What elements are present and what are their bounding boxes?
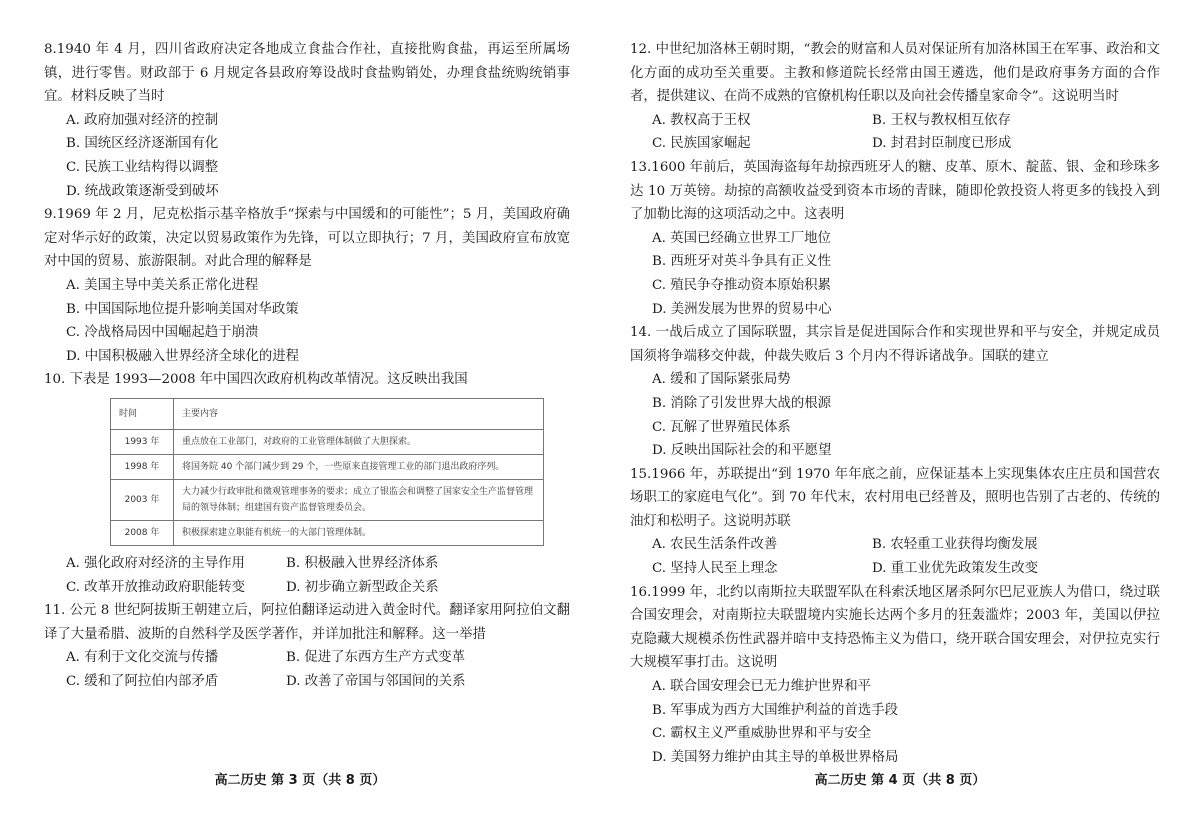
option-a: A. 联合国安理会已无力维护世界和平 — [652, 679, 872, 695]
option-d: D. 初步确立新型政企关系 — [286, 579, 439, 595]
options-row — [44, 670, 570, 694]
question-stem: 15.1966 年，苏联提出“到 1970 年年底之前，应保证基本上实现集体农庄庄员和国营农场职工的家庭电气化”。到 70 年代末，农村用电已经普及，照明也告别了古老的、传统的油灯和松明子。这说明苏联 — [630, 466, 1160, 529]
question-stem: 8.1940 年 4 月，四川省政府决定各地成立食盐合作社，直接批购食盐，再运至所属场镇，进行零售。财政部于 6 月规定各县政府筹设战时食盐购销处，办理食盐统购统销事宜。材料反映了当时 — [44, 42, 570, 105]
option-b: B. 中国国际地位提升影响美国对华政策 — [66, 301, 299, 317]
table-row — [111, 479, 544, 520]
option-c: C. 民族国家崛起 — [652, 136, 751, 152]
option-b: B. 消除了引发世界大战的根源 — [652, 395, 832, 411]
option-b: B. 农轻重工业获得均衡发展 — [872, 537, 1038, 553]
question-13 — [630, 156, 1160, 321]
option-a: A. 政府加强对经济的控制 — [66, 112, 219, 128]
reform-table — [110, 398, 544, 546]
table-header-content: 主要内容 — [174, 398, 544, 429]
option-a: A. 农民生活条件改善 — [652, 537, 778, 553]
page-footer: 高二历史 第 3 页（共 8 页） — [214, 773, 386, 788]
option-c: C. 瓦解了世界殖民体系 — [652, 419, 791, 435]
option-c: C. 霸权主义严重威胁世界和平与安全 — [652, 726, 872, 742]
option-d: D. 统战政策逐渐受到破坏 — [66, 183, 219, 199]
option-b: B. 国统区经济逐渐国有化 — [66, 136, 219, 152]
option-d: D. 重工业优先政策发生改变 — [872, 561, 1039, 577]
page-footer: 高二历史 第 4 页（共 8 页） — [814, 773, 986, 788]
option-c: C. 冷战格局因中国崛起趋于崩溃 — [66, 325, 259, 341]
table-row — [111, 429, 544, 454]
option-b: B. 西班牙对英斗争具有正义性 — [652, 254, 832, 270]
options-row — [630, 132, 1160, 156]
table-cell-content: 积极探索建立职能有机统一的大部门管理体制。 — [174, 520, 544, 545]
question-16 — [630, 581, 1160, 770]
table-cell-content: 大力减少行政审批和微观管理事务的要求；成立了银监会和调整了国家安全生产监督管理局的领导体制；组建国有资产监督管理委员会。 — [174, 479, 544, 520]
table-cell-content: 将国务院 40 个部门减少到 29 个，一些原来直接管理工业的部门退出政府序列。 — [174, 454, 544, 479]
question-11 — [44, 599, 570, 693]
option-d: D. 改善了帝国与邻国间的关系 — [286, 673, 466, 689]
options-row — [630, 109, 1160, 133]
table-header-time: 时间 — [111, 398, 174, 429]
question-12 — [630, 38, 1160, 156]
option-a: A. 英国已经确立世界工厂地位 — [652, 230, 831, 246]
question-stem: 11. 公元 8 世纪阿拔斯王朝建立后，阿拉伯翻译运动进入黄金时代。翻译家用阿拉伯文翻译了大量希腊、波斯的自然科学及医学著作，并详加批注和解释。这一举措 — [44, 603, 570, 642]
options-row — [630, 557, 1160, 581]
question-stem: 9.1969 年 2 月，尼克松指示基辛格放手“探索与中国缓和的可能性”；5 月，美国政府确定对华示好的政策，决定以贸易政策作为先锋，可以立即执行；7 月，美国政府宣布放宽对中国的贸易、旅游限制。对此合理的解释是 — [44, 207, 570, 270]
question-stem: 13.1600 年前后，英国海盗每年劫掠西班牙人的糖、皮革、原木、靛蓝、银、金和珍珠多达 10 万英镑。劫掠的高额收益受到资本市场的青睐，随即伦敦投资人将更多的钱投入到了加勒比海的这项活动之中。这表明 — [630, 159, 1160, 223]
option-c: C. 坚持人民至上理念 — [652, 561, 778, 577]
table-cell-year: 2003 年 — [111, 479, 174, 520]
option-a: A. 强化政府对经济的主导作用 — [66, 555, 245, 571]
table-cell-year: 2008 年 — [111, 520, 174, 545]
question-stem: 12. 中世纪加洛林王朝时期，“教会的财富和人员对保证所有加洛林国王在军事、政治和文化方面的成功至关重要。主教和修道院长经常由国王遴选，他们是政府事务方面的合作者，提供建议、在尚不成熟的官僚机构任职以及向社会传播皇家命令”。这说明当时 — [630, 42, 1160, 105]
option-c: C. 缓和了阿拉伯内部矛盾 — [66, 673, 219, 689]
question-stem: 14. 一战后成立了国际联盟，其宗旨是促进国际合作和实现世界和平与安全，并规定成员国须将争端移交仲裁，仲裁失败后 3 个月内不得诉诸战争。国联的建立 — [630, 325, 1160, 364]
option-d: D. 反映出国际社会的和平愿望 — [652, 443, 832, 459]
option-a: A. 缓和了国际紧张局势 — [652, 372, 791, 388]
options-row — [44, 646, 570, 670]
options-row — [630, 533, 1160, 557]
option-a: A. 有利于文化交流与传播 — [66, 650, 219, 666]
option-d: D. 封君封臣制度已形成 — [872, 136, 1012, 152]
options-row — [44, 576, 570, 600]
question-stem: 10. 下表是 1993—2008 年中国四次政府机构改革情况。这反映出我国 — [44, 372, 468, 388]
option-d: D. 中国积极融入世界经济全球化的进程 — [66, 348, 300, 364]
question-stem: 16.1999 年，北约以南斯拉夫联盟军队在科索沃地区屠杀阿尔巴尼亚族人为借口，绕过联合国安理会，对南斯拉夫联盟境内实施长达两个多月的狂轰滥炸；2003 年，美国以伊拉克隐藏大规模杀伤性武器并暗中支持恐怖主义为借口，绕开联合国安理会，对伊拉克实行大规模军事打击。这说明 — [630, 584, 1160, 671]
question-14 — [630, 321, 1160, 463]
option-a: A. 美国主导中美关系正常化进程 — [66, 277, 259, 293]
option-b: B. 积极融入世界经济体系 — [286, 555, 439, 571]
option-d: D. 美洲发展为世界的贸易中心 — [652, 301, 832, 317]
option-c: C. 改革开放推动政府职能转变 — [66, 579, 245, 595]
table-row — [111, 454, 544, 479]
options-row — [44, 552, 570, 576]
option-a: A. 教权高于王权 — [652, 112, 751, 128]
table-cell-content: 重点放在工业部门，对政府的工业管理体制做了大胆探索。 — [174, 429, 544, 454]
question-9 — [44, 203, 570, 368]
table-header-row — [111, 398, 544, 429]
table-row — [111, 520, 544, 545]
right-page — [600, 0, 1200, 832]
question-8 — [44, 38, 570, 203]
question-10 — [44, 368, 570, 599]
question-15 — [630, 463, 1160, 581]
option-b: B. 王权与教权相互依存 — [872, 112, 1011, 128]
table-cell-year: 1998 年 — [111, 454, 174, 479]
option-b: B. 军事成为西方大国维护利益的首选手段 — [652, 702, 898, 718]
option-c: C. 殖民争夺推动资本原始积累 — [652, 277, 831, 293]
option-c: C. 民族工业结构得以调整 — [66, 159, 219, 175]
option-b: B. 促进了东西方生产方式变革 — [286, 650, 466, 666]
table-cell-year: 1993 年 — [111, 429, 174, 454]
option-d: D. 美国努力维护由其主导的单极世界格局 — [652, 749, 899, 765]
